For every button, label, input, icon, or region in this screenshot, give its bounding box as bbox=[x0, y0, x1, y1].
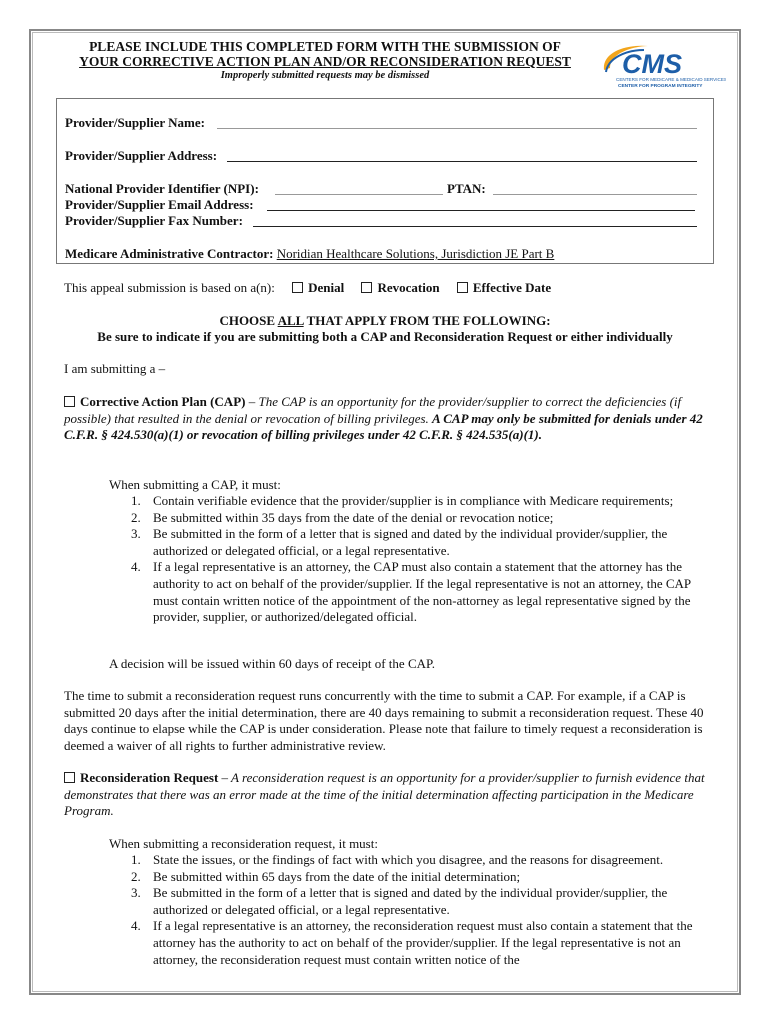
mac-value: Noridian Healthcare Solutions, Jurisdiction JE Part B bbox=[276, 246, 555, 261]
appeal-basis-row bbox=[64, 280, 551, 296]
provider-address-label: Provider/Supplier Address: bbox=[65, 148, 218, 163]
header-line-2: YOUR CORRECTIVE ACTION PLAN AND/OR RECONSIDERATION REQUEST bbox=[79, 54, 571, 69]
choose-line-1 bbox=[56, 313, 714, 329]
revocation-label: Revocation bbox=[377, 280, 440, 295]
denial-option[interactable] bbox=[292, 280, 344, 295]
header-subtitle: Improperly submitted requests may be dismissed bbox=[220, 70, 430, 81]
list-item: 2. Be submitted within 65 days from the date of the initial determination; bbox=[131, 868, 521, 884]
npi-label: National Provider Identifier (NPI): bbox=[65, 181, 259, 196]
list-item: 1. Contain verifiable evidence that the provider/supplier is in compliance with Medicare requirements; bbox=[131, 493, 674, 508]
effective-date-label: Effective Date bbox=[472, 280, 552, 295]
provider-address-field[interactable] bbox=[227, 161, 697, 162]
list-item: 3. Be submitted in the form of a letter that is signed and dated by the individual provider/supplier, the authorized or delegated official, or a legal representative. bbox=[131, 885, 668, 917]
cap-checkbox[interactable] bbox=[64, 396, 75, 407]
list-item: 2. Be submitted within 35 days from the date of the denial or revocation notice; bbox=[131, 509, 554, 525]
provider-name-field[interactable] bbox=[217, 128, 697, 129]
logo-tagline: CENTERS FOR MEDICARE & MEDICAID SERVICES bbox=[616, 77, 726, 82]
effective-date-checkbox[interactable] bbox=[457, 282, 468, 293]
cap-item-2: Be submitted within 35 days from the date of the denial or revocation notice; bbox=[153, 509, 554, 525]
recon-item-3: Be submitted in the form of a letter that is signed and dated by the individual provider/supplier, the authorized or delegated official, or a legal representative. bbox=[153, 885, 668, 917]
cap-title: Corrective Action Plan (CAP) bbox=[80, 394, 246, 409]
cap-item-4: If a legal representative is an attorney, the CAP must also contain a statement that the attorney has the authority to act on behalf of the provider/supplier. If the legal representative is not an attorney, the CAP must contain written notice of the appointment of the non-attorney as legal representative signed by the provider, supplier, or authorized/delegated official. bbox=[153, 559, 691, 625]
mac-label: Medicare Administrative Contractor: bbox=[65, 246, 274, 261]
recon-description: – A reconsideration request is an opportunity for a provider/supplier to furnish evidence that demonstrates that there was an error made at the time of the initial determination affecting participation in the Medicare Program. bbox=[64, 770, 705, 819]
cms-logo-graphic bbox=[596, 40, 726, 90]
effective-date-option[interactable] bbox=[457, 280, 551, 295]
cap-item-3: Be submitted in the form of a letter that is signed and dated by the individual provider/supplier, the authorized or delegated official, or a legal representative. bbox=[153, 526, 668, 558]
revocation-option[interactable] bbox=[361, 280, 439, 295]
recon-item-2: Be submitted within 65 days from the date of the initial determination; bbox=[153, 868, 521, 884]
choose-all: ALL bbox=[277, 313, 304, 328]
fax-label: Provider/Supplier Fax Number: bbox=[65, 213, 243, 228]
choose-post: THAT APPLY FROM THE FOLLOWING: bbox=[303, 313, 551, 328]
mac-row bbox=[65, 246, 554, 262]
concurrent-paragraph: The time to submit a reconsideration request runs concurrently with the time to submit a CAP. For example, if a CAP is submitted 20 days after the initial determination, there are 40 days remaining to submit a reconsideration request. These 40 days continue to elapse while the CAP is under consideration. Please note that failure to timely request a reconsideration is deemed a waiver of all rights to further administrative review. bbox=[64, 688, 704, 753]
recon-must-intro: When submitting a reconsideration request, it must: bbox=[109, 836, 378, 851]
list-item: 4. If a legal representative is an attorney, the CAP must also contain a statement that the attorney has the authority to act on behalf of the provider/supplier. If the legal representative is not an attorney, the CAP must contain written notice of the appointment of the non-attorney as legal representative signed by the provider, supplier, or authorized/delegated official. bbox=[131, 559, 691, 625]
logo-subtag: CENTER FOR PROGRAM INTEGRITY bbox=[618, 84, 703, 89]
email-label: Provider/Supplier Email Address: bbox=[65, 197, 254, 212]
choose-line-2: Be sure to indicate if you are submitting both a CAP and Reconsideration Request or either individually bbox=[97, 329, 673, 344]
cap-item-1: Contain verifiable evidence that the provider/supplier is in compliance with Medicare requirements; bbox=[153, 493, 674, 508]
cap-requirements-list bbox=[127, 493, 707, 626]
recon-checkbox[interactable] bbox=[64, 772, 75, 783]
recon-item-4: If a legal representative is an attorney, the reconsideration request must also contain a statement that the attorney has the authority to act on behalf of the provider/supplier. If the legal representative is not an attorney, the reconsideration request must contain written notice of the bbox=[153, 918, 693, 967]
cap-bold-description: A CAP may only be submitted for denials under 42 C.F.R. § 424.530(a)(1) or revocation of billing privileges under 42 C.F.R. § 424.535(a)(1). bbox=[64, 410, 703, 443]
form-header bbox=[60, 39, 590, 82]
logo-text: CMS bbox=[622, 49, 682, 79]
fax-field[interactable] bbox=[253, 226, 697, 227]
cms-logo bbox=[596, 40, 726, 90]
npi-field[interactable] bbox=[275, 194, 443, 195]
cap-description: – The CAP is an opportunity for the provider/supplier to correct the deficiencies (if possible) that resulted in the denial or revocation of billing privileges. bbox=[64, 394, 682, 426]
submitting-intro: I am submitting a – bbox=[64, 361, 166, 376]
ptan-label: PTAN: bbox=[447, 181, 486, 196]
recon-requirements-list bbox=[127, 852, 707, 968]
email-field[interactable] bbox=[267, 210, 695, 211]
choose-instructions bbox=[56, 313, 714, 345]
provider-name-label: Provider/Supplier Name: bbox=[65, 115, 205, 130]
choose-pre: CHOOSE bbox=[219, 313, 278, 328]
list-item: 4. If a legal representative is an attorney, the reconsideration request must also contain a statement that the attorney has the authority to act on behalf of the provider/supplier. If the legal representative is not an attorney, the reconsideration request must contain written notice of the bbox=[131, 918, 693, 967]
appeal-prompt: This appeal submission is based on a(n): bbox=[64, 280, 275, 295]
cap-decision: A decision will be issued within 60 days of receipt of the CAP. bbox=[109, 656, 436, 671]
header-line-1: PLEASE INCLUDE THIS COMPLETED FORM WITH THE SUBMISSION OF bbox=[89, 39, 561, 54]
cap-section bbox=[64, 394, 714, 444]
cap-must-intro: When submitting a CAP, it must: bbox=[109, 477, 281, 492]
ptan-field[interactable] bbox=[493, 194, 697, 195]
recon-title: Reconsideration Request bbox=[80, 770, 219, 785]
provider-info-box bbox=[56, 98, 714, 264]
denial-label: Denial bbox=[308, 280, 345, 295]
list-item: 1. State the issues, or the findings of fact with which you disagree, and the reasons for disagreement. bbox=[131, 852, 664, 867]
list-item: 3. Be submitted in the form of a letter that is signed and dated by the individual provider/supplier, the authorized or delegated official, or a legal representative. bbox=[131, 526, 668, 558]
revocation-checkbox[interactable] bbox=[361, 282, 372, 293]
denial-checkbox[interactable] bbox=[292, 282, 303, 293]
recon-section bbox=[64, 770, 714, 820]
recon-item-1: State the issues, or the findings of fact with which you disagree, and the reasons for disagreement. bbox=[153, 852, 664, 867]
